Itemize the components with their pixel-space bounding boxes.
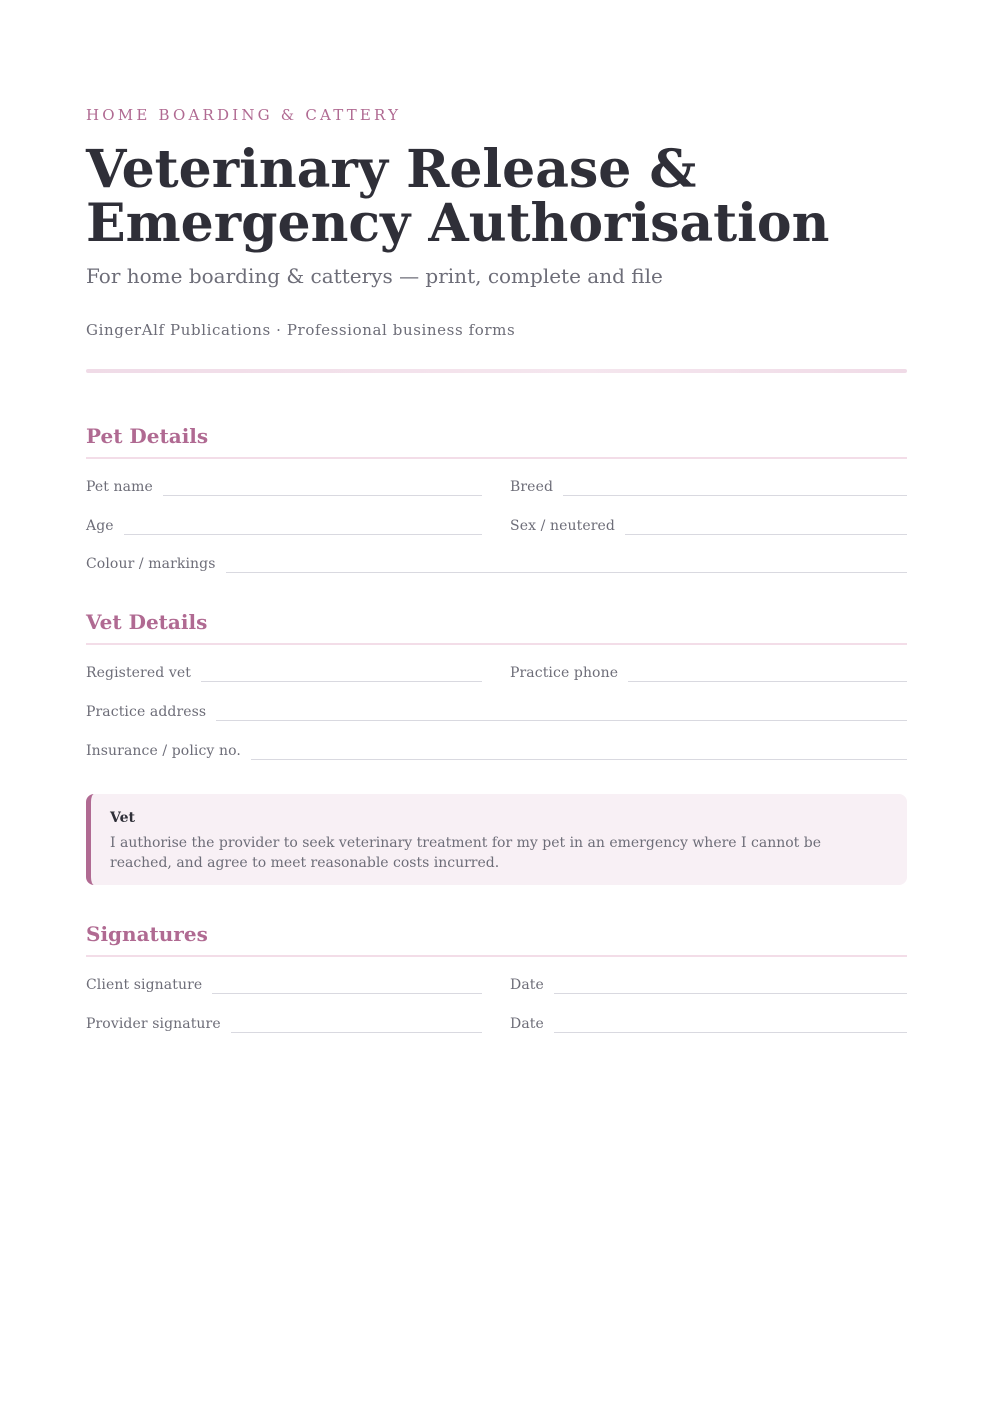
age-label: Age	[86, 518, 114, 534]
authorisation-note	[86, 794, 907, 885]
note-body: I authorise the provider to seek veterinary treatment for my pet in an emergency where I cannot be reached, and agree to meet reasonable costs incurred.	[110, 835, 821, 871]
section-title-signatures: Signatures	[86, 921, 907, 957]
breed-label: Breed	[510, 479, 554, 495]
category-label: HOME BOARDING & CATTERY	[86, 106, 402, 124]
pet-name-label: Pet name	[86, 479, 153, 495]
page-title	[86, 139, 907, 254]
provider-date-input-line[interactable]	[554, 1031, 907, 1033]
pet-name-input-line[interactable]	[163, 494, 482, 496]
title-line-1: Veterinary Release &	[86, 139, 697, 200]
sex-neutered-field[interactable]	[510, 515, 907, 535]
page-subtitle: For home boarding & catterys — print, complete and file	[86, 264, 663, 288]
client-signature-label: Client signature	[86, 977, 203, 993]
colour-markings-label: Colour / markings	[86, 556, 216, 572]
registered-vet-field[interactable]	[86, 662, 482, 682]
provider-date-field[interactable]	[510, 1013, 907, 1033]
sex-neutered-input-line[interactable]	[625, 533, 907, 535]
practice-phone-label: Practice phone	[510, 665, 619, 681]
publisher-line: GingerAlf Publications · Professional business forms	[86, 321, 516, 339]
sex-neutered-label: Sex / neutered	[510, 518, 615, 534]
colour-markings-input-line[interactable]	[226, 571, 907, 573]
insurance-policy-input-line[interactable]	[251, 758, 907, 760]
colour-markings-field[interactable]	[86, 553, 907, 573]
age-field[interactable]	[86, 515, 482, 535]
client-date-field[interactable]	[510, 974, 907, 994]
client-date-input-line[interactable]	[554, 992, 907, 994]
section-title-vet-details: Vet Details	[86, 609, 907, 645]
title-line-2: Emergency Authorisation	[86, 193, 830, 254]
registered-vet-input-line[interactable]	[201, 680, 482, 682]
header-divider	[86, 369, 907, 373]
practice-address-input-line[interactable]	[216, 719, 907, 721]
breed-field[interactable]	[510, 476, 907, 496]
provider-signature-field[interactable]	[86, 1013, 482, 1033]
provider-signature-label: Provider signature	[86, 1016, 221, 1032]
insurance-policy-label: Insurance / policy no.	[86, 743, 241, 759]
pet-name-field[interactable]	[86, 476, 482, 496]
insurance-policy-field[interactable]	[86, 740, 907, 760]
practice-address-field[interactable]	[86, 701, 907, 721]
practice-phone-field[interactable]	[510, 662, 907, 682]
breed-input-line[interactable]	[563, 494, 907, 496]
provider-signature-input-line[interactable]	[231, 1031, 482, 1033]
practice-phone-input-line[interactable]	[628, 680, 907, 682]
practice-address-label: Practice address	[86, 704, 207, 720]
provider-date-label: Date	[510, 1016, 544, 1032]
section-title-pet-details: Pet Details	[86, 423, 907, 459]
age-input-line[interactable]	[124, 533, 482, 535]
registered-vet-label: Registered vet	[86, 665, 191, 681]
client-signature-field[interactable]	[86, 974, 482, 994]
note-title: Vet	[110, 810, 135, 826]
client-date-label: Date	[510, 977, 544, 993]
client-signature-input-line[interactable]	[212, 992, 482, 994]
